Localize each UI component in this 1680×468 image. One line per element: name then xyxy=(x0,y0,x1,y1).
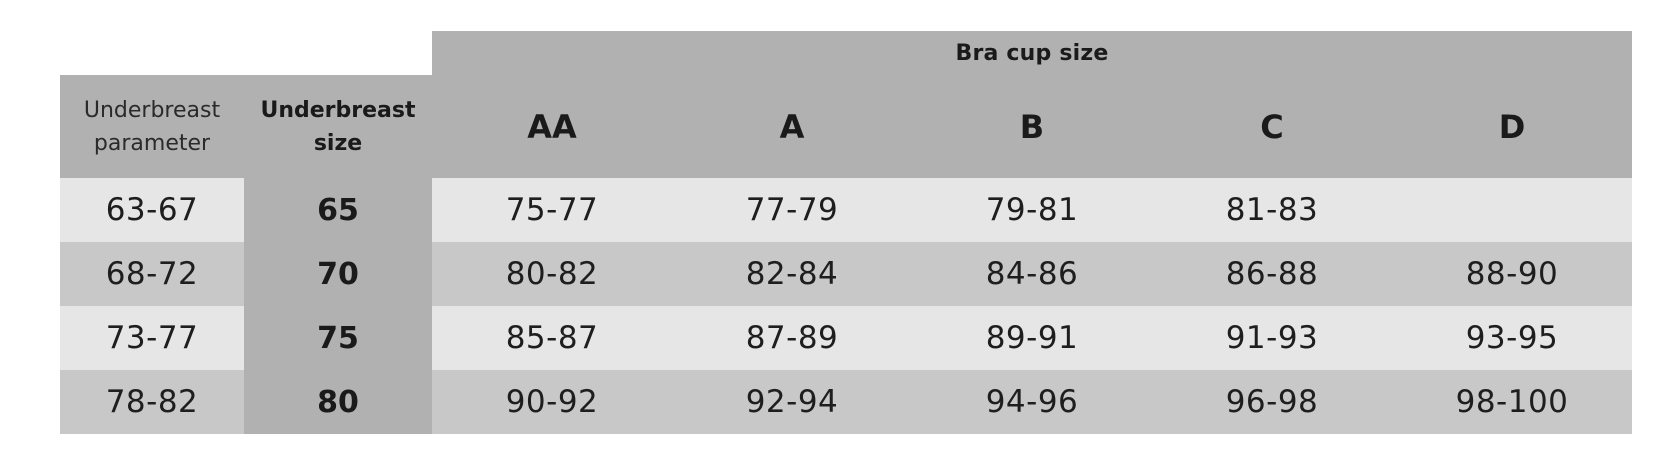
param-cell: 73-77 xyxy=(105,320,199,356)
param-cell: 78-82 xyxy=(105,384,199,420)
value-cell xyxy=(1392,178,1632,242)
value-cell: 94-96 xyxy=(985,384,1079,420)
param-cell: 63-67 xyxy=(105,192,199,228)
cup-header-a: A xyxy=(672,75,912,178)
cup-header-b: B xyxy=(912,75,1152,178)
value-cell: 90-92 xyxy=(505,384,599,420)
underbreast-size-label: Underbreast size xyxy=(260,97,416,156)
value-cell: 92-94 xyxy=(745,384,839,420)
value-cell: 77-79 xyxy=(745,192,839,228)
bra-cup-size-header: Bra cup size xyxy=(432,31,1632,75)
value-cell: 82-84 xyxy=(745,256,839,292)
size-cell: 65 xyxy=(244,178,432,242)
value-cell: 75-77 xyxy=(505,192,599,228)
value-cell: 88-90 xyxy=(1465,256,1559,292)
size-cell: 70 xyxy=(244,242,432,306)
value-cell: 96-98 xyxy=(1225,384,1319,420)
underbreast-parameter-label: Underbreast parameter xyxy=(83,97,221,156)
cup-header-c: C xyxy=(1152,75,1392,178)
value-cell: 89-91 xyxy=(985,320,1079,356)
cup-header-aa: AA xyxy=(432,75,672,178)
underbreast-size-header xyxy=(244,75,432,178)
value-cell: 98-100 xyxy=(1455,384,1569,420)
value-cell: 87-89 xyxy=(745,320,839,356)
value-cell: 85-87 xyxy=(505,320,599,356)
size-chart-table xyxy=(60,31,1632,434)
value-cell: 84-86 xyxy=(985,256,1079,292)
size-cell: 75 xyxy=(244,306,432,370)
value-cell: 91-93 xyxy=(1225,320,1319,356)
size-cell: 80 xyxy=(244,370,432,434)
value-cell: 79-81 xyxy=(985,192,1079,228)
underbreast-parameter-header xyxy=(60,75,244,178)
value-cell: 80-82 xyxy=(505,256,599,292)
value-cell: 86-88 xyxy=(1225,256,1319,292)
param-cell: 68-72 xyxy=(105,256,199,292)
cup-header-d: D xyxy=(1392,75,1632,178)
value-cell: 81-83 xyxy=(1225,192,1319,228)
value-cell: 93-95 xyxy=(1465,320,1559,356)
